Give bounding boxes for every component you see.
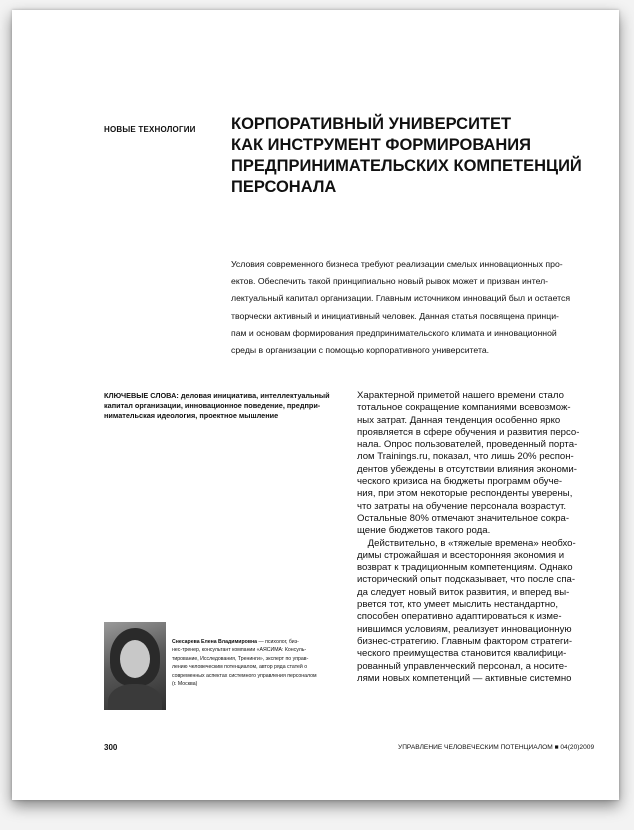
body-line: ческого кризиса на бюджеты программ обуче- [357,476,563,488]
article-lead [231,256,601,359]
body-line: дентов убеждены в отсутствии влияния экономи- [357,463,577,475]
magazine-page [12,10,619,800]
section-label: НОВЫЕ ТЕХНОЛОГИИ [104,125,196,134]
author-bio-line: нес-тренер, консультант компании «АЯСИМА: Консуль- [172,647,307,654]
author-bio-line: (г. Москва) [172,681,198,688]
body-line: проявляется в сфере обучения и развития персо- [357,426,580,438]
page-number: 300 [104,743,118,752]
body-line: щение бюджетов такого рода. [357,525,491,537]
body-line: возврат к традиционным компетенциям. Однако [357,562,573,574]
lead-line: ектов. Обеспечить такой принципиально новый рывок может и призван интел- [231,276,549,287]
lead-line: среды в организации с помощью корпоративного университета. [231,345,490,356]
title-line: ПРЕДПРИНИМАТЕЛЬСКИХ КОМПЕТЕНЦИЙ [231,157,582,175]
body-line: способен оперативно адаптироваться к изме- [357,611,562,623]
body-line: лями новых компетенций — активные системно [357,672,572,684]
lead-line: пам и основам формирования предпринимательского климата и инновационной [231,327,557,338]
author-bio [172,638,347,688]
lead-line: творчески активный и инициативный человек. Данная статья посвящена принци- [231,310,559,321]
body-line: тотальное сокращение компаниями всевозмож- [357,402,571,414]
article-title [231,114,611,198]
body-line: рованный управленческий персонал, а носите- [357,660,568,672]
journal-footer: УПРАВЛЕНИЕ ЧЕЛОВЕЧЕСКИМ ПОТЕНЦИАЛОМ ■ 04(20)2009 [398,744,595,751]
keywords-line: КЛЮЧЕВЫЕ СЛОВА: деловая инициатива, интеллектуальный [104,391,330,400]
keywords-line: капитал организации, инновационное поведение, предпри- [104,401,321,411]
body-line: да следует новый виток развития, и вперед вы- [357,586,570,598]
body-line: что затраты на обучение персонала возрастут. [357,500,567,512]
article-body [357,390,592,685]
author-bio-line: лению человеческим потенциалом, автор ряда статей о [172,664,308,671]
body-line: Характерной приметой нашего времени стало [357,390,564,401]
keywords [104,391,334,422]
body-line: лом Trainings.ru, показал, что лишь 20% респон- [357,451,574,463]
author-name: Снесарева Елена Владимировна [172,639,258,645]
body-line: нившимся условиям, реализует инновационную [357,623,572,635]
title-line: ПЕРСОНАЛА [231,178,337,196]
body-line: нала. Опрос пользователей, проведенный портa- [357,439,578,451]
body-line: ческого преимущества становится квалифици- [357,648,567,660]
body-line: Действительно, в «тяжелые времена» необхо- [357,537,576,549]
body-line: ния, при этом некоторые респонденты уверены, [357,488,573,500]
author-bio-line: тирование, Исследования, Тренинги», эксперт по управ- [172,655,309,662]
body-line: бизнес-стратегию. Главным фактором стратеги- [357,635,573,647]
author-bio-text: — психолог, биз- [257,639,299,645]
title-line: КОРПОРАТИВНЫЙ УНИВЕРСИТЕТ [231,115,512,133]
author-bio-line [172,638,347,646]
author-bio-line: современных аспектах системного управления персоналом [172,672,317,679]
body-line: рвется тот, кто умеет мыслить нестандартно, [357,599,559,611]
body-line: димы строжайшая и всесторонняя экономия и [357,549,565,561]
body-line: Остальные 80% отмечают значительное сокра- [357,512,570,524]
lead-line: лектуальный капитал организации. Главным источником инноваций был и остается [231,293,571,304]
body-line: исторический опыт подсказывает, что после спа- [357,574,576,586]
title-line: КАК ИНСТРУМЕНТ ФОРМИРОВАНИЯ [231,136,531,154]
author-photo [104,622,166,710]
keywords-line: нимательская идеология, проектное мышление [104,411,279,421]
lead-line: Условия современного бизнеса требуют реализации смелых инновационных про- [231,259,563,269]
body-line: ных затрат. Данная тенденция особенно ярко [357,414,561,426]
